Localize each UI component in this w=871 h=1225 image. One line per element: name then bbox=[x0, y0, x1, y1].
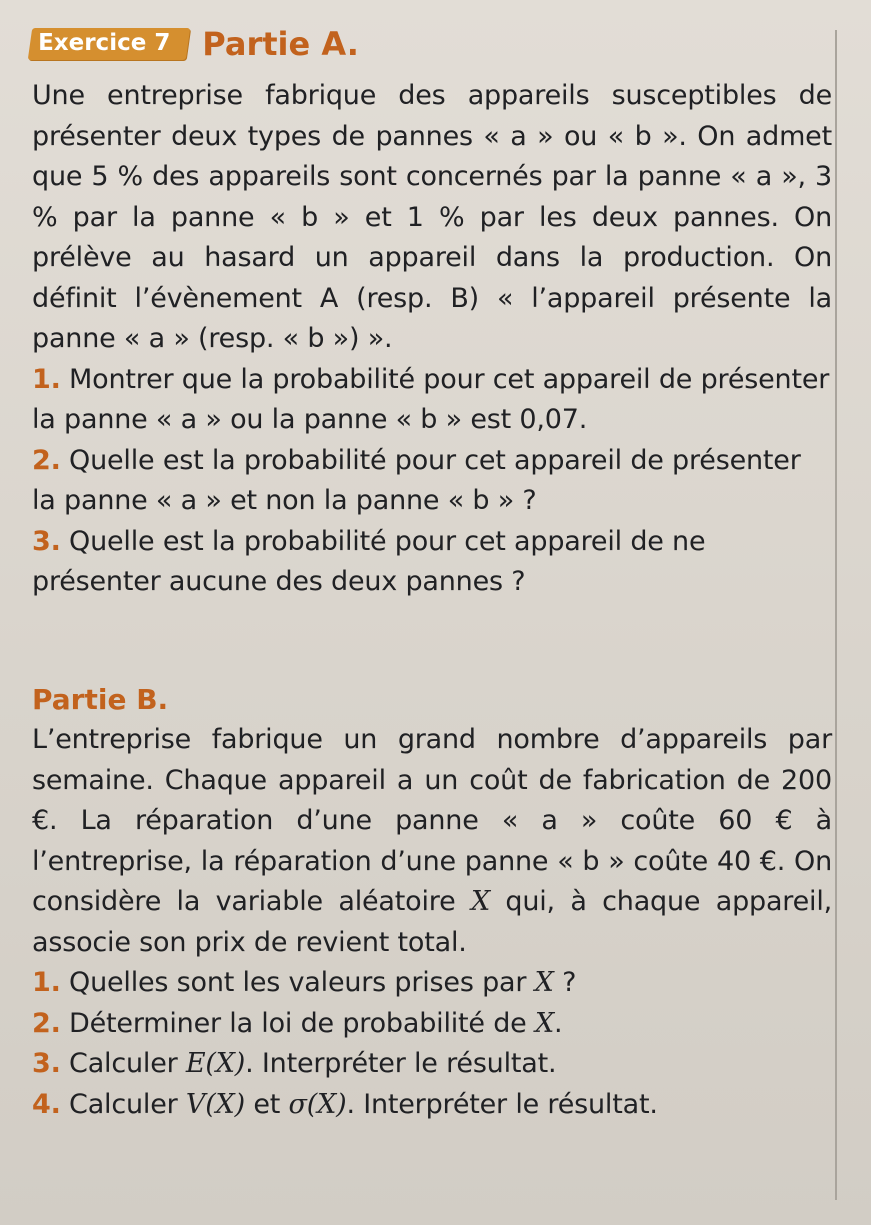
math-expression: E(X) bbox=[185, 1048, 246, 1079]
part-b-intro-text: L’entreprise fabrique un grand nombre d’appareils par semaine. Chaque appareil a un coût de fabrication de 200 €. La réparation d’une panne « a » coûte 60 € à l’entreprise, la réparation d’une panne « b » coûte 40 €. On considère la variable aléatoire bbox=[32, 724, 832, 917]
part-a-body bbox=[32, 76, 832, 603]
math-expression: V(X) bbox=[185, 1088, 245, 1120]
question-text-mid: et bbox=[253, 1088, 281, 1120]
question-text: Montrer que la probabilité pour cet appareil de présenter la panne « a » ou la panne « b » est 0,07. bbox=[32, 363, 830, 435]
part-a-intro: Une entreprise fabrique des appareils susceptibles de présenter deux types de pannes « a » ou « b ». On admet que 5 % des appareils sont concernés par la panne « a », 3 % par la panne « b » et 1 % par les deux pannes. On prélève au hasard un appareil dans la production. On définit l’évènement A (resp. B) « l’appareil présente la panne « a » (resp. « b ») ». bbox=[32, 80, 832, 354]
part-b-question-4 bbox=[32, 1085, 832, 1126]
exercise-header bbox=[30, 24, 359, 64]
part-b-intro-text-end: qui, à chaque appareil, associe son prix de revient total. bbox=[32, 886, 833, 958]
question-number: 1. bbox=[32, 363, 61, 395]
part-b-title: Partie B. bbox=[32, 683, 169, 716]
question-number: 4. bbox=[32, 1088, 61, 1120]
question-text: Déterminer la loi de probabilité de bbox=[69, 1007, 527, 1039]
question-text-end: . Interpréter le résultat. bbox=[245, 1048, 557, 1079]
question-text: Calculer bbox=[69, 1048, 178, 1079]
part-a-question-1 bbox=[32, 360, 832, 441]
question-text-end: ? bbox=[562, 967, 577, 998]
question-text: Quelle est la probabilité pour cet appareil de présenter la panne « a » et non la panne « b » ? bbox=[32, 444, 801, 516]
part-b-intro bbox=[32, 720, 832, 963]
math-expression: X bbox=[534, 967, 554, 998]
question-number: 2. bbox=[32, 444, 61, 476]
question-number: 2. bbox=[32, 1007, 61, 1039]
variable-x: X bbox=[470, 886, 490, 917]
part-b-question-2 bbox=[32, 1004, 832, 1045]
question-number: 3. bbox=[32, 525, 61, 557]
part-b-question-3 bbox=[32, 1044, 832, 1085]
exercise-badge-label: Exercice 7 bbox=[38, 30, 171, 56]
exercise-badge bbox=[28, 28, 191, 60]
math-expression: X bbox=[534, 1007, 554, 1039]
question-number: 3. bbox=[32, 1048, 61, 1079]
question-text: Quelles sont les valeurs prises par bbox=[69, 967, 527, 998]
question-text: Quelle est la probabilité pour cet appareil de ne présenter aucune des deux pannes ? bbox=[32, 525, 706, 597]
part-a-title: Partie A. bbox=[202, 25, 359, 63]
question-text: Calculer bbox=[69, 1088, 178, 1120]
question-text-end: . Interpréter le résultat. bbox=[346, 1088, 658, 1120]
question-number: 1. bbox=[32, 967, 61, 998]
part-a-question-3 bbox=[32, 522, 832, 603]
question-text-end: . bbox=[554, 1007, 563, 1039]
part-a-question-2 bbox=[32, 441, 832, 522]
margin-rule bbox=[835, 30, 837, 1200]
part-b-question-1 bbox=[32, 963, 832, 1004]
math-expression-2: σ(X) bbox=[288, 1088, 347, 1120]
part-b-body bbox=[32, 720, 832, 1125]
